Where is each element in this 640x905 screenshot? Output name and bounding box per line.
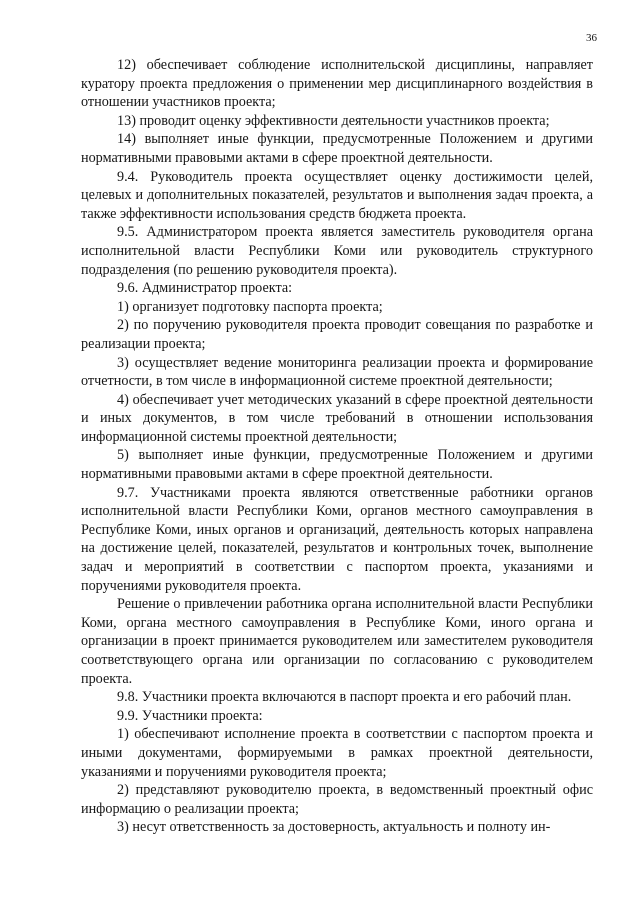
- paragraph: 9.7. Участниками проекта являются ответственные работники органов исполнительной власти Республики Коми, органов местного самоуправления в Республике Коми, иных органов и организаций, деятельность которых направлена на достижение целей, показателей, результатов и контрольных точек, выполнение задач и мероприятий в соответствии с паспортом проекта, указаниями и поручениями руководителя проекта.: [81, 484, 593, 594]
- paragraph: 2) по поручению руководителя проекта проводит совещания по разработке и реализации проекта;: [81, 317, 593, 352]
- paragraph: 2) представляют руководителю проекта, в ведомственный проектный офис информацию о реализации проекта;: [81, 782, 593, 817]
- paragraph: 3) осуществляет ведение мониторинга реализации проекта и формирование отчетности, в том числе в информационной системе проектной деятельности;: [81, 354, 593, 390]
- paragraph: 3) несут ответственность за достоверность, актуальность и полноту ин-: [117, 819, 551, 836]
- paragraph: 1) обеспечивают исполнение проекта в соответствии с паспортом проекта и иными документами, формируемыми в рамках проектной деятельности, указаниями и поручениями руководителя проекта;: [81, 726, 593, 780]
- paragraph: 14) выполняет иные функции, предусмотренные Положением и другими нормативными правовыми актами в сфере проектной деятельности.: [81, 131, 593, 166]
- document-body: [81, 56, 593, 837]
- paragraph: 1) организует подготовку паспорта проекта;: [117, 298, 383, 315]
- paragraph: 12) обеспечивает соблюдение исполнительской дисциплины, направляет куратору проекта предложения о применении мер дисциплинарного воздействия в отношении участников проекта;: [81, 57, 593, 111]
- paragraph: 9.6. Администратор проекта:: [117, 280, 293, 297]
- page-number: 36: [586, 32, 597, 44]
- paragraph: 9.5. Администратором проекта является заместитель руководителя органа исполнительной власти Республики Коми или руководитель структурного подразделения (по решению руководителя проекта).: [81, 224, 593, 278]
- paragraph: 13) проводит оценку эффективности деятельности участников проекта;: [117, 112, 550, 129]
- paragraph: 9.8. Участники проекта включаются в паспорт проекта и его рабочий план.: [117, 689, 572, 706]
- paragraph: 9.9. Участники проекта:: [117, 707, 263, 724]
- paragraph: 5) выполняет иные функции, предусмотренные Положением и другими нормативными правовыми актами в сфере проектной деятельности.: [81, 447, 593, 483]
- paragraph: Решение о привлечении работника органа исполнительной власти Республики Коми, органа местного самоуправления в Республике Коми, иного органа и организации в проект принимается руководителем или заместителем руководителя соответствующего органа или организации по согласованию с руководителем проекта.: [81, 596, 593, 687]
- paragraph: 4) обеспечивает учет методических указаний в сфере проектной деятельности и иных документов, в том числе требований в отношении использования информационной системы проектной деятельности;: [81, 391, 593, 445]
- paragraph: 9.4. Руководитель проекта осуществляет оценку достижимости целей, целевых и дополнительных показателей, результатов и выполнения задач проекта, а также эффективности использования средств бюджета проекта.: [81, 168, 593, 222]
